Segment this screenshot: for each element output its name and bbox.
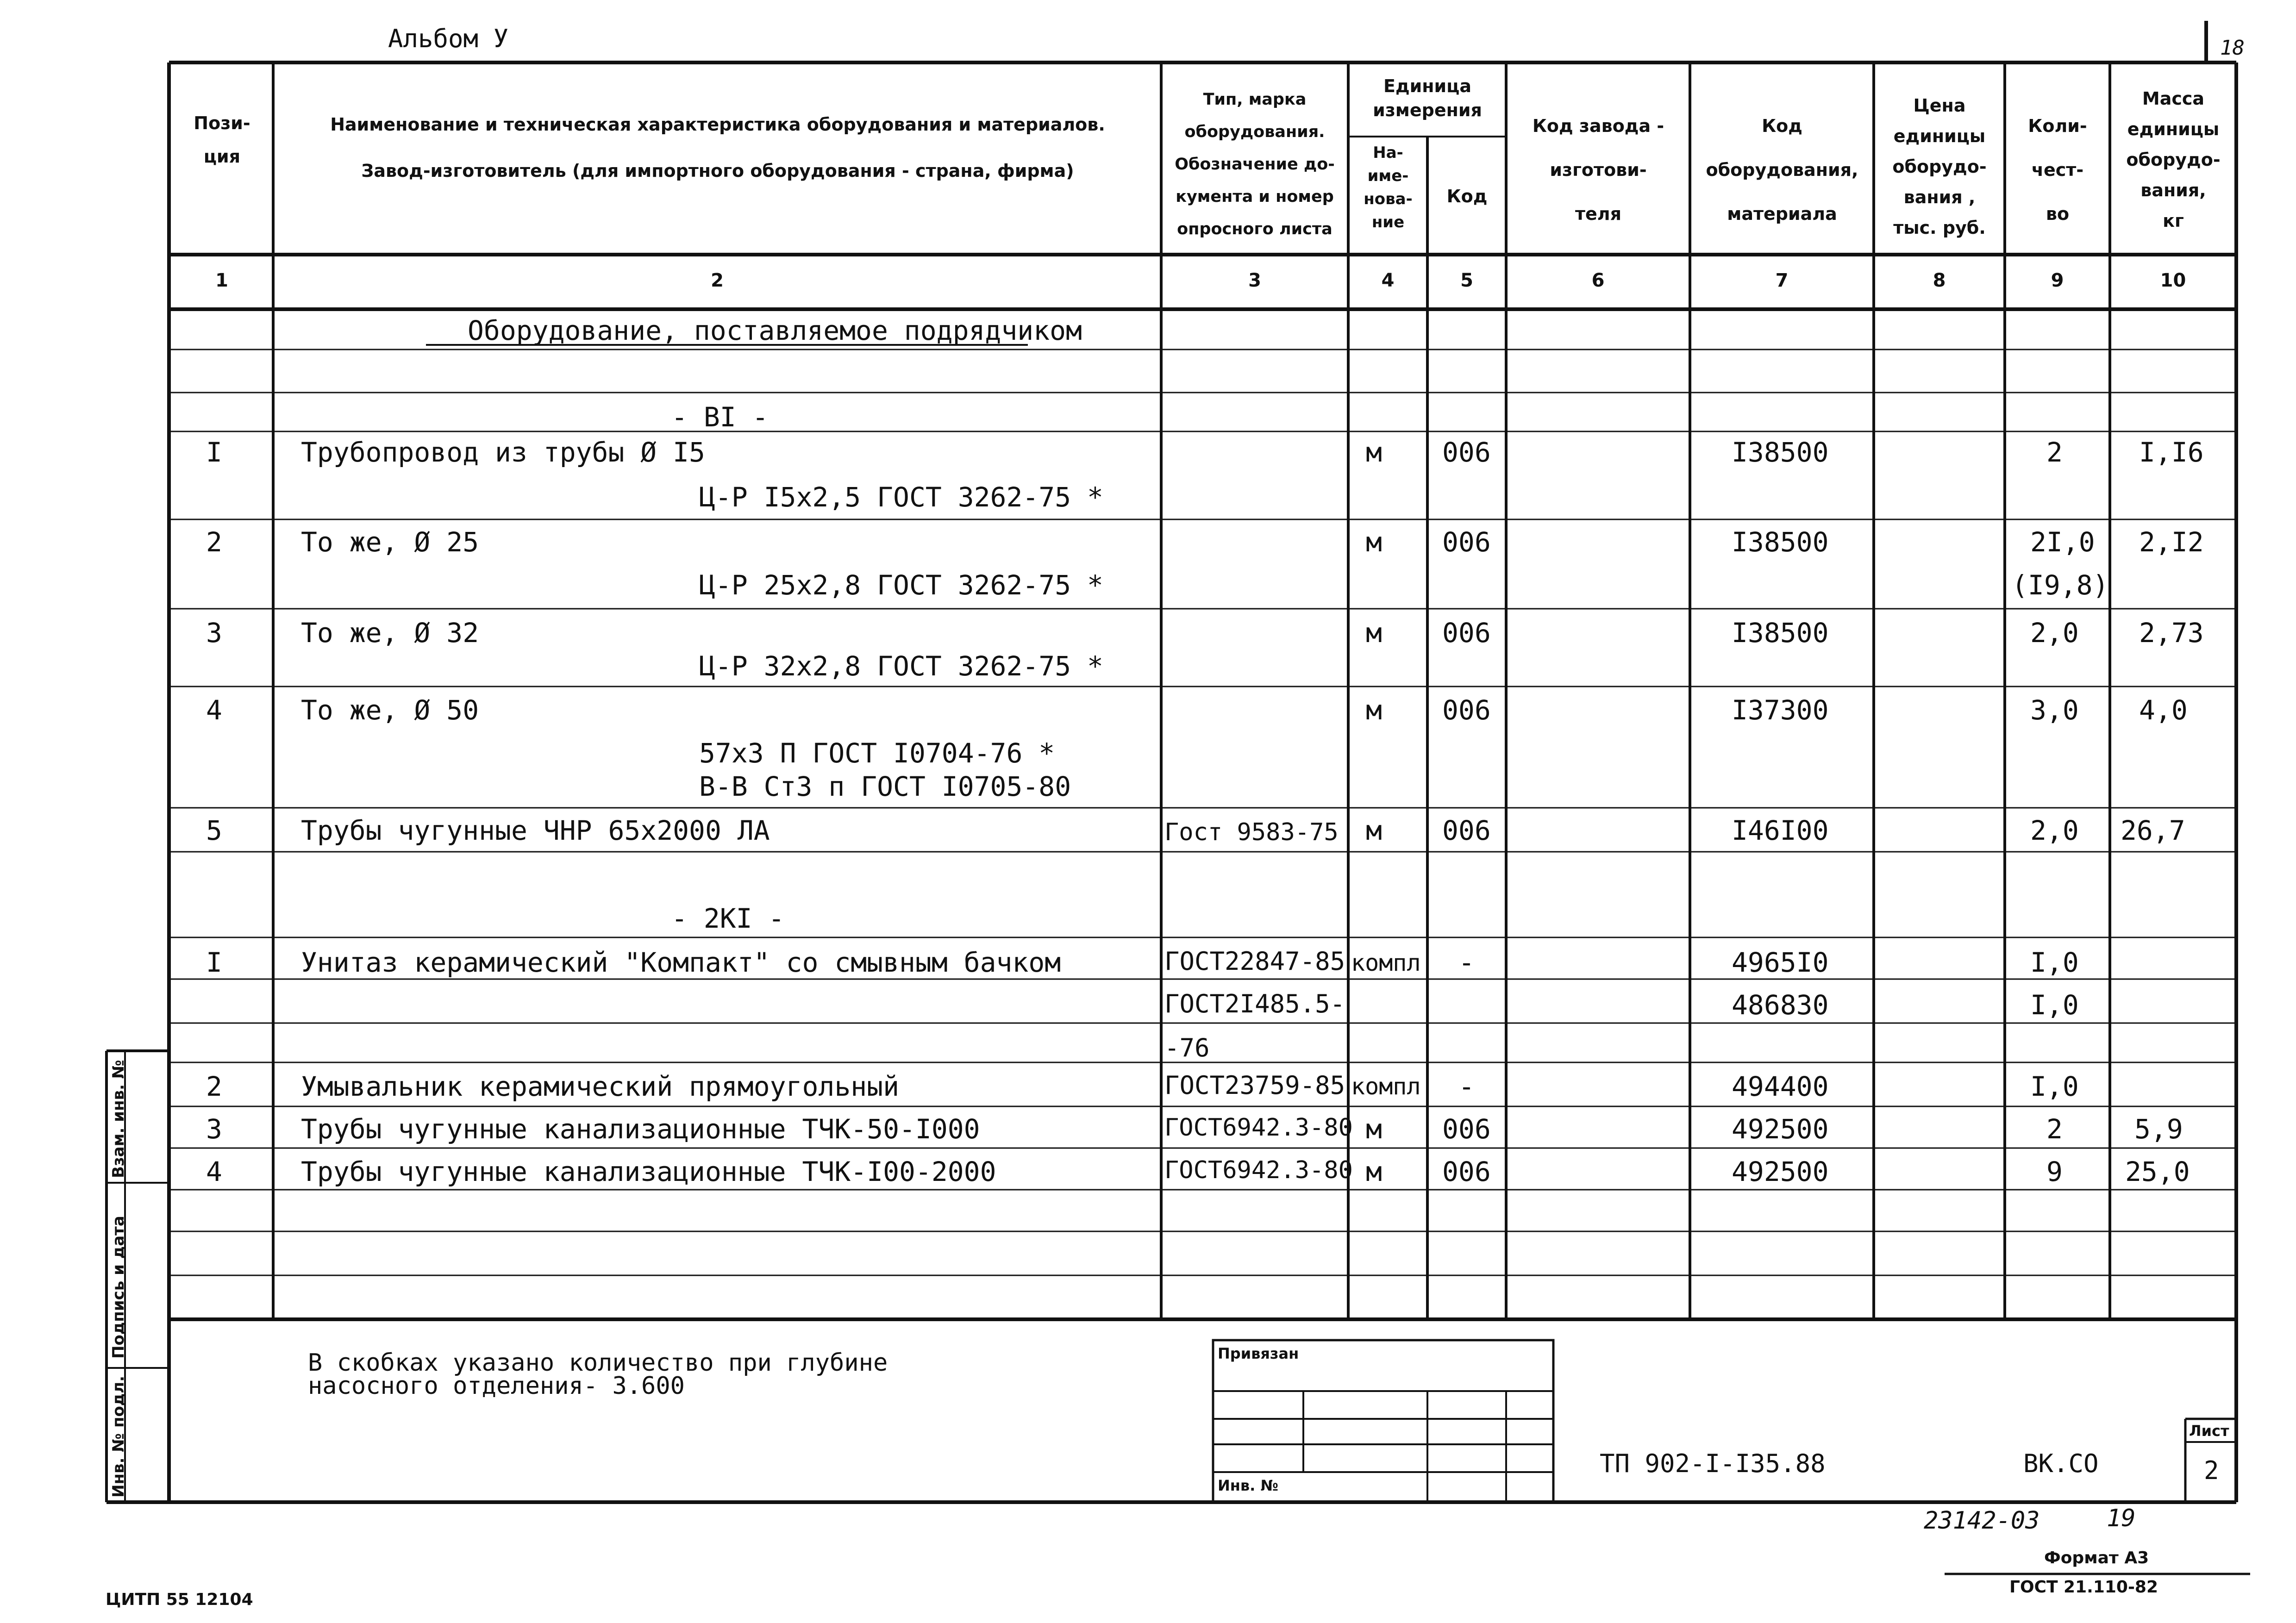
k1-row1b-material-code: 486830 <box>1732 989 1829 1021</box>
row1-unit: м <box>1366 437 1382 468</box>
row2-position: 2 <box>206 526 222 558</box>
k1-row4-unit-code: 006 <box>1442 1156 1491 1187</box>
k1-row4-quantity: 9 <box>2046 1156 2063 1187</box>
stamp-bound-label: Привязан <box>1218 1345 1299 1362</box>
row3-material-code: I38500 <box>1732 617 1829 649</box>
k1-row4-unit: м <box>1366 1156 1382 1187</box>
k1-row4-position: 4 <box>206 1156 222 1187</box>
header-unit-code: Код <box>1446 186 1488 206</box>
row3-quantity: 2,0 <box>2030 617 2079 649</box>
row5-position: 5 <box>206 815 222 846</box>
k1-row3-name: Трубы чугунные канализационные ТЧК-50-I000 <box>301 1113 980 1145</box>
row1-name: Трубопровод из трубы Ø I5 <box>301 437 705 468</box>
row2-material-code: I38500 <box>1732 526 1829 558</box>
row2-name: То же, Ø 25 <box>301 526 479 558</box>
group-label-2k1: - 2KI - <box>671 903 785 934</box>
k1-row4-mass: 25,0 <box>2125 1156 2190 1187</box>
header-price: Цена единицы оборудо- вания , тыс. руб. <box>1892 95 1987 238</box>
col-number-5: 5 <box>1460 270 1473 291</box>
k1-row1-unit: компл <box>1351 949 1421 976</box>
row3-name: То же, Ø 32 <box>301 617 479 649</box>
k1-row1-position: I <box>206 947 222 978</box>
k1-row3-document: ГОСТ6942.3-80 <box>1164 1114 1353 1142</box>
side-label-replacement-inv: Взам. инв. № <box>109 1060 128 1178</box>
k1-row3-position: 3 <box>206 1113 222 1145</box>
k1-row1-document: ГОСТ22847-85 <box>1164 947 1345 976</box>
k1-row2-unit-code: - <box>1458 1071 1475 1102</box>
row2-quantity-alt: (I9,8) <box>2012 569 2109 601</box>
col-number-6: 6 <box>1591 270 1605 291</box>
k1-row1b-quantity: I,0 <box>2030 989 2079 1021</box>
header-type: Тип, марка оборудования. Обозначение до- кумента и номер опросного листа <box>1175 90 1335 238</box>
row2-mass: 2,I2 <box>2139 526 2204 558</box>
k1-row4-document: ГОСТ6942.3-80 <box>1164 1156 1353 1184</box>
row4-spec2: В-В Ст3 п ГОСТ I0705-80 <box>699 771 1071 802</box>
row4-mass: 4,0 <box>2139 694 2188 726</box>
header-unit: Единица измерения <box>1373 76 1482 120</box>
row1-material-code: I38500 <box>1732 437 1829 468</box>
sheet-corner-number: 18 <box>2220 36 2245 60</box>
col-number-7: 7 <box>1775 270 1789 291</box>
row4-quantity: 3,0 <box>2030 694 2079 726</box>
header-name-line2: Завод-изготовитель (для импортного оборудования - страна, фирма) <box>361 161 1074 181</box>
row1-quantity: 2 <box>2046 437 2063 468</box>
k1-row3-material-code: 492500 <box>1732 1113 1829 1145</box>
stamp-inventory-label: Инв. № <box>1218 1477 1278 1494</box>
k1-row2-material-code: 494400 <box>1732 1071 1829 1102</box>
footnote-line2: насосного отделения- 3.600 <box>308 1372 685 1400</box>
k1-row3-unit: м <box>1366 1113 1382 1145</box>
section-title: Оборудование, поставляемое подрядчиком <box>468 315 1082 346</box>
row5-unit-code: 006 <box>1442 815 1491 846</box>
header-material-code: Код оборудования, материала <box>1706 116 1858 224</box>
header-quantity: Коли- чест- во <box>2028 116 2087 224</box>
handwritten-page: 19 <box>2107 1504 2136 1532</box>
row5-document: Гост 9583-75 <box>1164 818 1339 846</box>
k1-row1-name: Унитаз керамический "Компакт" со смывным бачком <box>301 947 1061 978</box>
row5-material-code: I46I00 <box>1732 815 1829 846</box>
row3-unit: м <box>1366 617 1382 649</box>
header-name-line1: Наименование и техническая характеристика оборудования и материалов. <box>330 114 1105 135</box>
row3-unit-code: 006 <box>1442 617 1491 649</box>
header-position: Пози- ция <box>194 113 250 167</box>
row3-mass: 2,73 <box>2139 617 2204 649</box>
row2-unit: м <box>1366 526 1382 558</box>
document-code: ВК.СО <box>2023 1449 2099 1478</box>
footnote-line1: В скобках указано количество при глубине <box>308 1349 888 1377</box>
k1-row2-name: Умывальник керамический прямоугольный <box>301 1071 900 1102</box>
k1-row2-quantity: I,0 <box>2030 1071 2079 1102</box>
sheet-label: Лист <box>2189 1422 2229 1440</box>
k1-row1-material-code: 4965I0 <box>1732 947 1829 978</box>
col-number-3: 3 <box>1248 270 1261 291</box>
col-number-10: 10 <box>2160 270 2186 291</box>
row5-mass: 26,7 <box>2121 815 2185 846</box>
col-number-8: 8 <box>1933 270 1946 291</box>
col-number-2: 2 <box>711 270 724 291</box>
row3-position: 3 <box>206 617 222 649</box>
side-label-original-inv: Инв. № подл. <box>109 1375 128 1498</box>
row2-spec: Ц-Р 25x2,8 ГОСТ 3262-75 * <box>699 569 1103 601</box>
k1-row3-mass: 5,9 <box>2134 1113 2183 1145</box>
row4-spec: 57x3 П ГОСТ I0704-76 * <box>699 737 1055 769</box>
row1-unit-code: 006 <box>1442 437 1491 468</box>
header-factory-code: Код завода - изготови- теля <box>1532 116 1664 224</box>
k1-row4-name: Трубы чугунные канализационные ТЧК-I00-2000 <box>301 1156 996 1187</box>
col-number-9: 9 <box>2051 270 2064 291</box>
k1-row2-unit: компл <box>1351 1073 1421 1100</box>
side-label-signature-date: Подпись и дата <box>109 1216 128 1359</box>
k1-row2-position: 2 <box>206 1071 222 1102</box>
format-label: Формат А3 <box>2044 1548 2149 1567</box>
k1-row1c-document: -76 <box>1164 1033 1210 1062</box>
row5-quantity: 2,0 <box>2030 815 2079 846</box>
row1-mass: I,I6 <box>2139 437 2204 468</box>
sheet-number: 2 <box>2204 1456 2219 1485</box>
header-mass: Масса единицы оборудо- вания, кг <box>2126 88 2221 231</box>
gost-label: ГОСТ 21.110-82 <box>2009 1578 2158 1597</box>
row4-unit: м <box>1366 694 1382 726</box>
row4-name: То же, Ø 50 <box>301 694 479 726</box>
project-designation: ТП 902-I-I35.88 <box>1600 1449 1826 1478</box>
row2-quantity: 2I,0 <box>2030 526 2095 558</box>
row5-name: Трубы чугунные ЧНР 65x2000 ЛА <box>301 815 770 846</box>
k1-row3-unit-code: 006 <box>1442 1113 1491 1145</box>
row3-spec: Ц-Р 32x2,8 ГОСТ 3262-75 * <box>699 650 1103 682</box>
row5-unit: м <box>1366 815 1382 846</box>
album-title: Альбом У <box>388 24 509 53</box>
handwritten-number: 23142-03 <box>1924 1507 2040 1535</box>
k1-row1-quantity: I,0 <box>2030 947 2079 978</box>
row4-unit-code: 006 <box>1442 694 1491 726</box>
col-number-4: 4 <box>1381 270 1395 291</box>
col-number-1: 1 <box>215 270 228 291</box>
row2-unit-code: 006 <box>1442 526 1491 558</box>
header-unit-name: На- име- нова- ние <box>1364 144 1413 231</box>
row4-position: 4 <box>206 694 222 726</box>
k1-row2-document: ГОСТ23759-85 <box>1164 1071 1345 1100</box>
k1-row4-material-code: 492500 <box>1732 1156 1829 1187</box>
group-label-b1: - BI - <box>671 401 769 433</box>
k1-row1-unit-code: - <box>1458 947 1475 978</box>
row4-material-code: I37300 <box>1732 694 1829 726</box>
cipt-label: ЦИТП 55 12104 <box>106 1590 253 1609</box>
k1-row3-quantity: 2 <box>2046 1113 2063 1145</box>
row1-position: I <box>206 437 222 468</box>
row1-spec: Ц-Р I5x2,5 ГОСТ 3262-75 * <box>699 481 1103 513</box>
k1-row1b-document: ГОСТ2I485.5- <box>1164 989 1345 1018</box>
